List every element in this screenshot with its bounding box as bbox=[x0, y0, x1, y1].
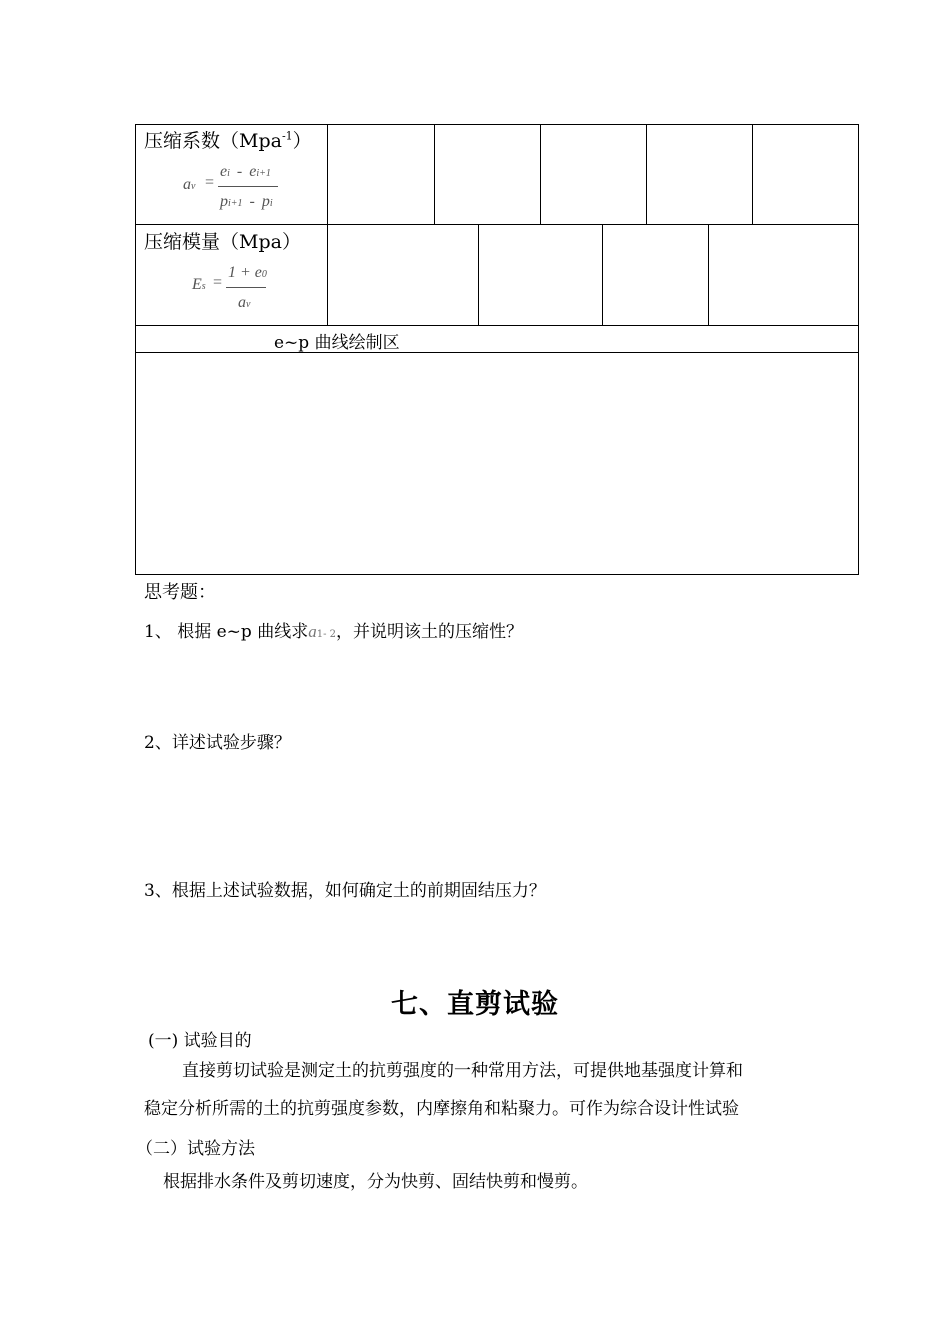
formula-av-den-a: p bbox=[220, 193, 228, 210]
formula-av-num-b: e bbox=[249, 163, 257, 180]
formula-es-num-sub: 0 bbox=[261, 269, 267, 280]
formula-av-eq: = bbox=[205, 174, 215, 191]
formula-av-num-a: e bbox=[220, 163, 228, 180]
formula-es-fraction-bar bbox=[226, 287, 266, 288]
question-1-symbol: a bbox=[308, 622, 317, 641]
formula-es-den: a bbox=[238, 294, 246, 311]
table-col-divider bbox=[602, 224, 603, 325]
curve-area-label: e~p 曲线绘制区 bbox=[274, 333, 400, 353]
table-col-divider bbox=[708, 224, 709, 325]
table-col-divider bbox=[752, 124, 753, 224]
formula-av-fraction-bar bbox=[218, 186, 278, 187]
purpose-paragraph-line-1: 直接剪切试验是测定土的抗剪强度的一种常用方法，可提供地基强度计算和 bbox=[182, 1061, 743, 1081]
compression-coefficient-text: 压缩系数（Mpa bbox=[144, 130, 282, 152]
question-1-prefix: 1、 根据 e~p 曲线求 bbox=[144, 622, 309, 642]
compression-modulus-label: 压缩模量（Mpa） bbox=[144, 231, 301, 253]
formula-es-lhs: E bbox=[192, 276, 202, 293]
formula-av-den-b: p bbox=[261, 193, 270, 210]
table-col-divider bbox=[478, 224, 479, 325]
formula-es-den-sub: v bbox=[246, 299, 251, 310]
formula-es-num: 1 + e bbox=[228, 264, 262, 281]
table-rule bbox=[135, 325, 859, 326]
table-border-top bbox=[135, 124, 859, 125]
table-border-bottom bbox=[135, 574, 859, 575]
formula-av-num-a-sub: i bbox=[227, 168, 230, 179]
table-border-right bbox=[858, 124, 859, 575]
table-col-divider bbox=[434, 124, 435, 224]
formula-av-num-minus: - bbox=[236, 163, 243, 180]
table-rule bbox=[135, 224, 859, 225]
formula-av-den-b-sub: i bbox=[269, 198, 273, 209]
purpose-paragraph-line-2: 稳定分析所需的土的抗剪强度参数，内摩擦角和粘聚力。可作为综合设计性试验 bbox=[144, 1099, 739, 1119]
formula-av-lhs-sub: v bbox=[191, 181, 196, 192]
table-border-left bbox=[135, 124, 136, 575]
question-2: 2、详述试验步骤？ bbox=[144, 733, 291, 753]
question-1 bbox=[144, 617, 523, 642]
question-3: 3、根据上述试验数据，如何确定土的前期固结压力？ bbox=[144, 881, 546, 901]
table-rule bbox=[135, 352, 859, 353]
formula-av-lhs: a bbox=[183, 176, 191, 193]
table-col-divider bbox=[646, 124, 647, 224]
compression-coefficient-close: ） bbox=[292, 130, 312, 152]
formula-av-den-minus: - bbox=[249, 193, 255, 210]
question-1-symbol-sub: 1- 2 bbox=[316, 629, 337, 640]
subsection-method: （二）试验方法 bbox=[136, 1139, 255, 1159]
method-paragraph: 根据排水条件及剪切速度，分为快剪、固结快剪和慢剪。 bbox=[163, 1172, 588, 1192]
table-col-divider bbox=[540, 124, 541, 224]
formula-av-num-b-sub: i+1 bbox=[256, 168, 271, 179]
formula-es-eq: = bbox=[213, 274, 223, 291]
unit-exponent: -1 bbox=[281, 129, 293, 143]
questions-title: 思考题： bbox=[144, 582, 216, 603]
question-1-suffix: ，并说明该土的压缩性？ bbox=[336, 622, 524, 642]
subsection-purpose: (一) 试验目的 bbox=[148, 1031, 252, 1051]
section-heading: 七、直剪试验 bbox=[391, 989, 559, 1020]
formula-es-lhs-sub: s bbox=[201, 281, 206, 292]
formula-av-den-a-sub: i+1 bbox=[228, 198, 243, 209]
compression-coefficient-label bbox=[144, 126, 312, 153]
table-col-divider bbox=[327, 124, 328, 325]
